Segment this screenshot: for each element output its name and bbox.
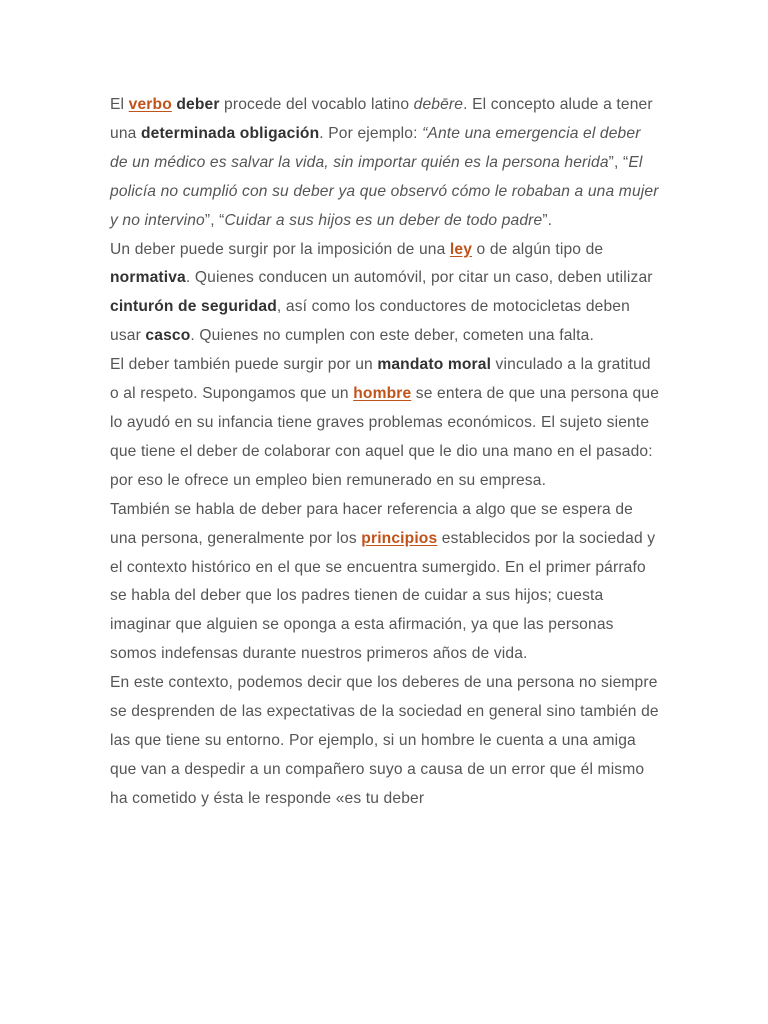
text-run: . Quienes conducen un automóvil, por citar un caso, deben utilizar bbox=[185, 269, 653, 287]
italic-text: debēre bbox=[413, 96, 464, 113]
bold-term: cinturón de seguridad bbox=[110, 298, 277, 316]
text-run: . El concepto alude a tener una bbox=[110, 96, 653, 142]
link-principios[interactable]: principios bbox=[361, 529, 438, 547]
text-run: , así como los conductores de motocicletas deben usar bbox=[110, 298, 630, 345]
bold-term: casco bbox=[145, 327, 191, 345]
paragraph-2 bbox=[110, 236, 662, 352]
paragraph-5 bbox=[110, 669, 662, 814]
italic-text: “Ante una emergencia el deber de un médico es salvar la vida, sin importar quién es la persona herida bbox=[110, 124, 641, 171]
bold-term: normativa bbox=[110, 269, 186, 287]
text-run: o de algún tipo de bbox=[472, 240, 604, 258]
bold-term: determinada obligación bbox=[140, 124, 320, 142]
text-run: ”. bbox=[542, 211, 553, 229]
italic-text: Cuidar a sus hijos es un deber de todo padre bbox=[224, 211, 543, 229]
text-run: establecidos por la sociedad y el contexto histórico en el que se encuentra sumergido. En el primer párrafo se habla del deber que los padres tienen de cuidar a sus hijos; cuesta imaginar que alguien se oponga a esta afirmación, ya que las personas somos indefensas durante nuestros primeros años de vida. bbox=[110, 529, 656, 663]
text-run: En este contexto, podemos decir que los deberes de una persona no siempre se desprenden de las expectativas de la sociedad en general sino también de las que tiene su entorno. Por ejemplo, si un hombre le cuenta a una amiga que van a despedir a un compañero suyo a causa de un error que él mismo ha cometido y ésta le responde «es tu deber bbox=[110, 674, 659, 807]
paragraph-4 bbox=[110, 496, 662, 669]
text-run: ”, “ bbox=[608, 153, 629, 171]
bold-term: deber bbox=[176, 96, 220, 113]
paragraph-1 bbox=[110, 91, 662, 236]
text-run: ”, “ bbox=[204, 211, 225, 229]
text-run: se entera de que una persona que lo ayudó en su infancia tiene graves problemas económicos. El sujeto siente que tiene el deber de colaborar con aquel que le dio una mano en el pasado: por eso le ofrece un empleo bien remunerado en su empresa. bbox=[110, 385, 660, 489]
italic-text: El policía no cumplió con su deber ya que observó cómo le robaban a una mujer y no intervino bbox=[110, 153, 659, 229]
text-run: El deber también puede surgir por un bbox=[110, 356, 378, 374]
text-run: . Quienes no cumplen con este deber, cometen una falta. bbox=[190, 327, 594, 345]
text-run: Un deber puede surgir por la imposición de una bbox=[110, 240, 450, 258]
link-hombre[interactable]: hombre bbox=[353, 385, 412, 403]
text-run: . Por ejemplo: bbox=[319, 124, 423, 142]
text-run: También se habla de deber para hacer referencia a algo que se espera de una persona, generalmente por los bbox=[110, 500, 633, 547]
text-run: procede del vocablo latino bbox=[219, 96, 414, 113]
text-run: vinculado a la gratitud o al respeto. Supongamos que un bbox=[110, 356, 651, 403]
text-run: El bbox=[110, 96, 129, 113]
paragraph-3 bbox=[110, 351, 662, 496]
document-body bbox=[110, 91, 662, 814]
link-verbo[interactable]: verbo bbox=[128, 96, 172, 113]
link-ley[interactable]: ley bbox=[449, 240, 473, 258]
bold-term: mandato moral bbox=[377, 356, 492, 374]
